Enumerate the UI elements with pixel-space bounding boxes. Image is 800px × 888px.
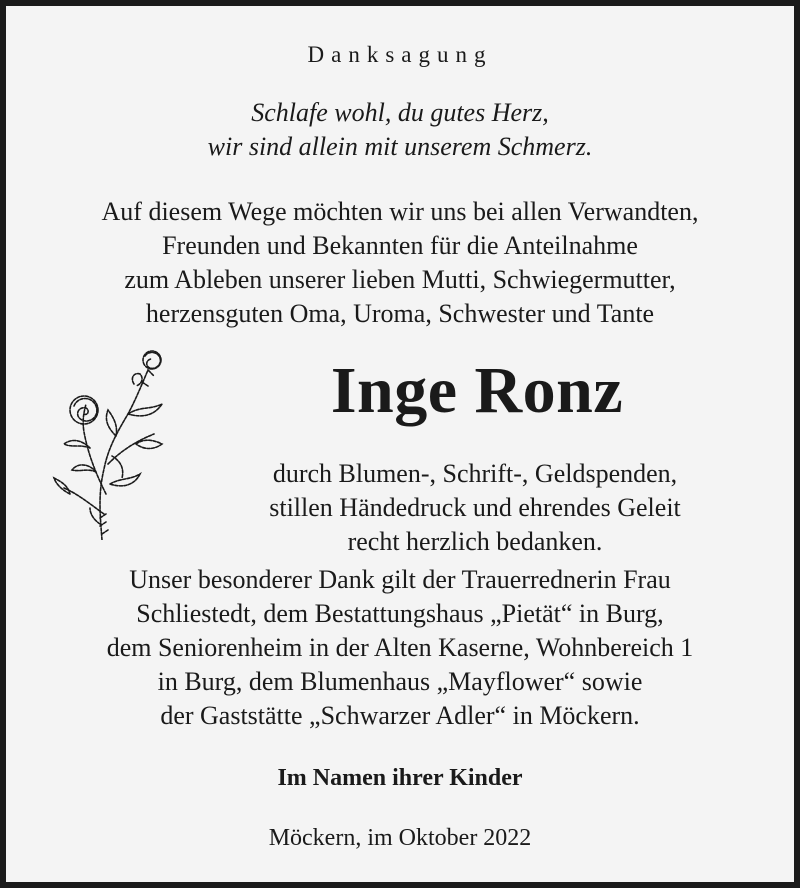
intro-line-3: zum Ableben unserer lieben Mutti, Schwiegermutter,: [124, 265, 676, 294]
intro-line-4: herzensguten Oma, Uroma, Schwester und Tante: [145, 299, 655, 328]
intro-line-1: Auf diesem Wege möchten wir uns bei allen Verwandten,: [101, 197, 699, 226]
thanks-line-5: Schliestedt, dem Bestattungshaus „Pietät“ in Burg,: [136, 599, 664, 628]
thanks-line-6: dem Seniorenheim in der Alten Kaserne, Wohnbereich 1: [106, 633, 694, 662]
thanks-line-3: recht herzlich bedanken.: [347, 527, 603, 556]
verse-line-1: Schlafe wohl, du gutes Herz,: [251, 98, 549, 127]
verse-line-2: wir sind allein mit unserem Schmerz.: [207, 132, 593, 161]
thanks-line-4: Unser besonderer Dank gilt der Trauerrednerin Frau: [129, 565, 671, 594]
deceased-name: Inge Ronz: [330, 354, 624, 427]
intro-line-2: Freunden und Bekannten für die Anteilnahme: [162, 231, 638, 260]
signature: Im Namen ihrer Kinder: [277, 765, 523, 791]
thanks-line-7: in Burg, dem Blumenhaus „Mayflower“ sowie: [157, 667, 643, 696]
thanks-line-1: durch Blumen-, Schrift-, Geldspenden,: [272, 459, 678, 488]
heading: Danksagung: [307, 42, 493, 67]
thanks-line-8: der Gaststätte „Schwarzer Adler“ in Möckern.: [160, 701, 640, 730]
thanks-line-2: stillen Händedruck und ehrendes Geleit: [269, 493, 681, 522]
place-date: Möckern, im Oktober 2022: [268, 825, 532, 851]
flower-sketch-icon: [50, 344, 170, 540]
